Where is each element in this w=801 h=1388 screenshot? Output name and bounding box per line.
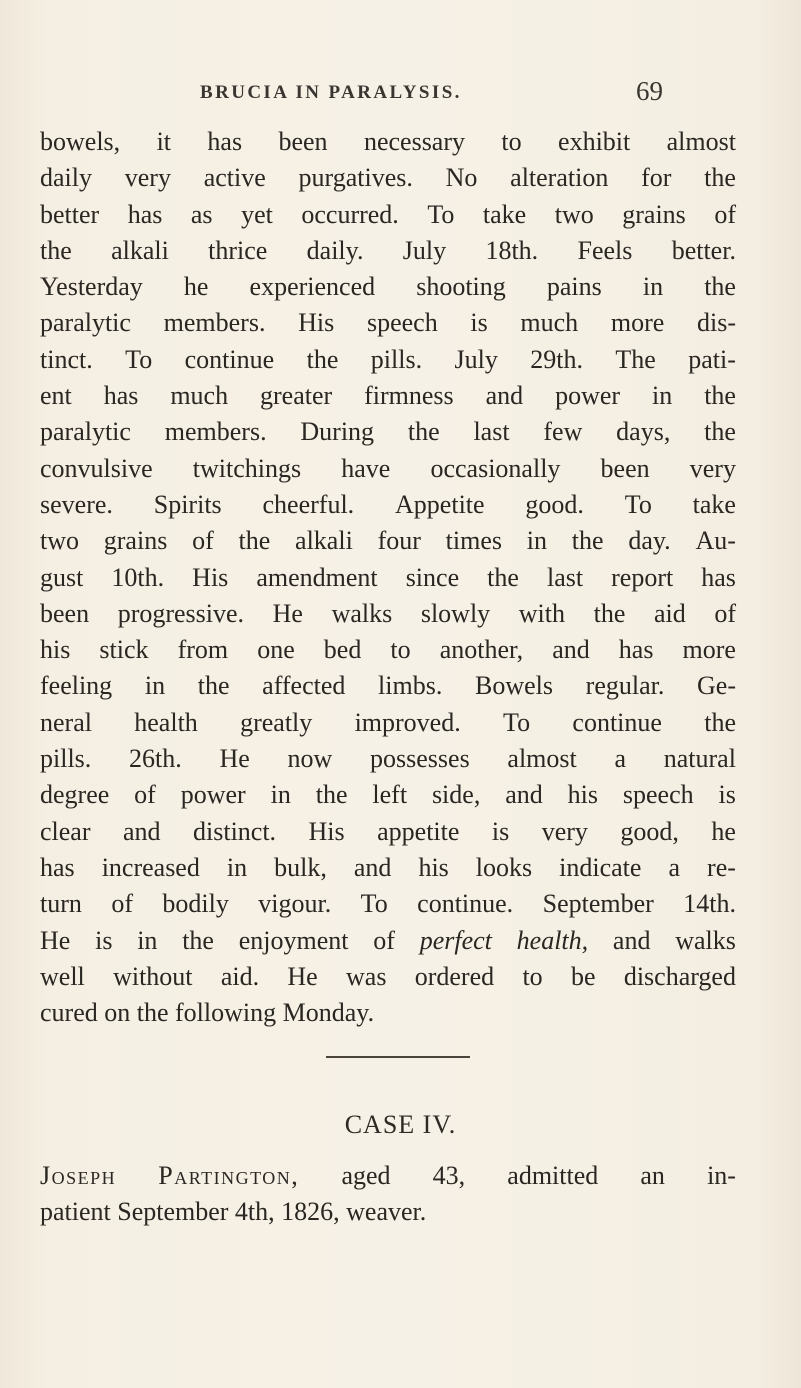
word: a	[614, 744, 627, 774]
word: pills.	[370, 344, 423, 374]
word: be	[570, 961, 596, 991]
word: experienced	[249, 272, 376, 302]
word: of	[111, 889, 133, 919]
word: last	[546, 562, 584, 592]
word: purgatives.	[298, 163, 413, 193]
word: one	[257, 635, 295, 665]
word: for	[641, 163, 672, 193]
word: and	[353, 852, 392, 882]
body-line	[40, 269, 736, 305]
word: improved.	[354, 707, 461, 737]
word: walks	[675, 925, 736, 955]
word: his	[40, 635, 71, 665]
word: been	[278, 127, 328, 156]
word: now	[287, 744, 333, 774]
word: severe.	[40, 489, 113, 519]
word: daily	[40, 163, 92, 193]
word: admitted	[507, 1161, 599, 1190]
body-line	[40, 124, 736, 160]
word: necessary	[363, 127, 466, 156]
word: paralytic	[40, 417, 131, 447]
word: bed	[323, 635, 362, 665]
section-divider-rule	[326, 1056, 470, 1058]
word: times	[445, 526, 503, 556]
body-line	[40, 378, 736, 414]
body-line	[40, 414, 736, 450]
word: of	[714, 598, 736, 628]
word: He	[272, 598, 303, 628]
word: is	[470, 308, 488, 338]
word: 10th.	[111, 562, 165, 592]
word: been	[600, 453, 650, 483]
word: neral	[40, 707, 92, 737]
word: grains	[622, 199, 686, 229]
word: degree	[40, 780, 110, 810]
word: take	[482, 199, 527, 229]
word: as	[190, 199, 213, 229]
word: side,	[431, 780, 481, 810]
word: indicate	[559, 852, 642, 882]
word: and	[505, 780, 543, 810]
word: to	[501, 127, 522, 156]
body-line: cured on the following Monday.	[40, 998, 375, 1028]
word: turn	[40, 889, 82, 919]
word: four	[377, 526, 421, 556]
word: Joseph	[40, 1161, 117, 1190]
body-paragraph	[40, 124, 736, 1031]
word: continue.	[417, 889, 514, 919]
word: The	[615, 344, 656, 374]
word: occurred.	[301, 199, 399, 229]
word: shooting	[416, 272, 506, 302]
word: and	[612, 925, 651, 955]
word: speech	[366, 308, 438, 338]
word: the	[704, 707, 736, 737]
word: To	[360, 889, 388, 919]
word: much	[520, 308, 579, 338]
word: aid.	[220, 961, 260, 991]
word: members.	[164, 417, 267, 447]
word: without	[113, 961, 193, 991]
word: from	[177, 635, 229, 665]
word: with	[518, 598, 565, 628]
case-line: patient September 4th, 1826, weaver.	[40, 1197, 427, 1227]
body-line	[40, 959, 736, 995]
body-line	[40, 233, 736, 269]
word: exhibit	[558, 127, 631, 156]
word: dis-	[696, 308, 736, 338]
word: to	[390, 635, 411, 665]
word: health,	[516, 925, 589, 955]
word: 29th.	[530, 344, 583, 374]
word: and	[485, 381, 524, 411]
word: is	[718, 780, 736, 810]
word: two	[554, 199, 594, 229]
word: better	[40, 199, 100, 229]
word: he	[183, 272, 209, 302]
word: continue	[184, 344, 275, 374]
word: cheerful.	[262, 489, 355, 519]
body-line	[40, 850, 736, 886]
case-paragraph	[40, 1158, 736, 1231]
body-line	[40, 596, 736, 632]
word: greater	[260, 381, 333, 411]
word: very	[541, 816, 588, 846]
word: distinct.	[193, 816, 277, 846]
word: walks	[331, 598, 393, 628]
word: His	[192, 562, 229, 592]
body-line	[40, 342, 736, 378]
body-line	[40, 668, 736, 704]
word: pains	[546, 272, 602, 302]
word: the	[704, 381, 736, 411]
case-heading: CASE IV.	[344, 1110, 457, 1139]
word: much	[170, 381, 229, 411]
word: has	[701, 562, 736, 592]
word: a	[668, 852, 681, 882]
word: speech	[622, 780, 694, 810]
word: active	[203, 163, 266, 193]
word: of	[192, 526, 214, 556]
word: he	[711, 816, 736, 846]
word: His	[308, 816, 345, 846]
word: alteration	[510, 163, 609, 193]
word: To	[427, 199, 455, 229]
word: clear	[40, 816, 91, 846]
word: daily.	[306, 235, 364, 265]
word: has	[127, 199, 163, 229]
word: since	[405, 562, 460, 592]
word: greatly	[240, 707, 313, 737]
word: in	[642, 272, 664, 302]
word: more	[610, 308, 665, 338]
word: health	[134, 707, 198, 737]
word: pati-	[688, 344, 736, 374]
word: slowly	[420, 598, 491, 628]
word: Appetite	[395, 489, 485, 519]
word: yet	[241, 199, 273, 229]
word: grains	[103, 526, 168, 556]
word: affected	[262, 671, 346, 701]
word: enjoyment	[238, 925, 349, 955]
word: discharged	[623, 961, 736, 991]
word: was	[346, 961, 387, 991]
word: in	[270, 780, 291, 810]
word: has	[103, 381, 139, 411]
word: Yesterday	[40, 272, 143, 302]
word: Ge-	[697, 671, 736, 701]
word: it	[156, 127, 172, 156]
word: alkali	[295, 526, 353, 556]
word: power	[555, 381, 621, 411]
body-line	[40, 523, 736, 559]
word: of	[373, 925, 395, 955]
word: two	[40, 526, 79, 556]
word: progressive.	[117, 598, 245, 628]
word: the	[487, 562, 519, 592]
word: bowels,	[40, 127, 121, 156]
word: To	[624, 489, 652, 519]
word: the	[593, 598, 626, 628]
word: left	[372, 780, 408, 810]
word: days,	[616, 417, 671, 447]
word: good,	[620, 816, 679, 846]
word: Spirits	[153, 489, 222, 519]
word: twitchings	[192, 453, 302, 483]
word: been	[40, 598, 90, 628]
body-line	[40, 886, 736, 922]
word: very	[689, 453, 736, 483]
word: Au-	[695, 526, 736, 556]
word: report	[611, 562, 674, 592]
word: 18th.	[485, 235, 539, 265]
body-line	[40, 705, 736, 741]
word: of	[134, 780, 156, 810]
word: take	[692, 489, 736, 519]
word: and	[122, 816, 161, 846]
word: perfect	[419, 925, 492, 955]
word: more	[682, 635, 736, 665]
word: in	[526, 526, 548, 556]
word: gust	[40, 562, 84, 592]
word: looks	[475, 852, 533, 882]
word: No	[445, 163, 478, 193]
word: paralytic	[40, 308, 131, 338]
word: better.	[671, 235, 736, 265]
word: last	[473, 417, 510, 447]
body-line	[40, 923, 736, 959]
word: increased	[101, 852, 200, 882]
word: aged	[341, 1161, 391, 1190]
word: 14th.	[683, 889, 736, 919]
word: power	[180, 780, 246, 810]
word: occasionally	[430, 453, 561, 483]
word: in	[144, 671, 166, 701]
running-head: BRUCIA IN PARALYSIS.	[200, 82, 462, 103]
word: firmness	[364, 381, 454, 411]
word: He	[219, 744, 250, 774]
word: in	[652, 381, 673, 411]
word: tinct.	[40, 344, 93, 374]
body-line	[40, 814, 736, 850]
word: Partington,	[158, 1161, 300, 1190]
case-line	[40, 1158, 736, 1194]
word: almost	[507, 744, 577, 774]
word: very	[124, 163, 171, 193]
word: During	[300, 417, 375, 447]
word: 26th.	[129, 744, 182, 774]
word: July	[454, 344, 498, 374]
body-line	[40, 632, 736, 668]
word: re-	[707, 852, 736, 882]
word: alkali	[111, 235, 169, 265]
word: have	[341, 453, 391, 483]
word: is	[491, 816, 510, 846]
word: of	[714, 199, 736, 229]
body-line	[40, 197, 736, 233]
word: another,	[439, 635, 524, 665]
word: has	[207, 127, 243, 156]
body-line	[40, 741, 736, 777]
word: the	[306, 344, 339, 374]
word: the	[704, 272, 736, 302]
word: the	[40, 235, 72, 265]
word: stick	[99, 635, 149, 665]
word: continue	[572, 707, 662, 737]
word: He	[287, 961, 318, 991]
word: September	[542, 889, 654, 919]
word: almost	[666, 127, 736, 156]
word: is	[95, 925, 113, 955]
word: July	[402, 235, 447, 265]
word: thrice	[208, 235, 268, 265]
word: the	[315, 780, 348, 810]
body-line	[40, 305, 736, 341]
word: and	[552, 635, 590, 665]
body-line	[40, 160, 736, 196]
word: in-	[707, 1161, 736, 1190]
body-line	[40, 777, 736, 813]
word: the	[407, 417, 440, 447]
word: to	[522, 961, 543, 991]
word: the	[238, 526, 271, 556]
word: pills.	[40, 744, 92, 774]
word: limbs.	[378, 671, 443, 701]
word: He	[40, 925, 71, 955]
page-number: 69	[636, 76, 663, 106]
word: bulk,	[274, 852, 327, 882]
word: feeling	[40, 671, 113, 701]
word: amendment	[256, 562, 378, 592]
word: well	[40, 961, 85, 991]
word: his	[567, 780, 598, 810]
word: in	[226, 852, 248, 882]
body-line	[40, 560, 736, 596]
word: his	[418, 852, 449, 882]
word: in	[137, 925, 158, 955]
word: few	[543, 417, 583, 447]
word: natural	[663, 744, 736, 774]
word: the	[704, 417, 736, 447]
word: the	[197, 671, 230, 701]
word: His	[298, 308, 335, 338]
word: appetite	[377, 816, 460, 846]
word: possesses	[370, 744, 470, 774]
word: has	[618, 635, 654, 665]
word: bodily	[162, 889, 229, 919]
word: convulsive	[40, 453, 153, 483]
word: aid	[653, 598, 686, 628]
body-line	[40, 487, 736, 523]
word: good.	[525, 489, 584, 519]
word: the	[571, 526, 604, 556]
word: To	[125, 344, 153, 374]
word: 43,	[432, 1161, 466, 1190]
word: vigour.	[258, 889, 332, 919]
word: ordered	[414, 961, 495, 991]
word: has	[40, 852, 75, 882]
word: the	[704, 163, 736, 193]
word: an	[640, 1161, 665, 1190]
word: Bowels	[475, 671, 553, 701]
word: regular.	[585, 671, 665, 701]
word: Feels	[577, 235, 633, 265]
word: ent	[40, 381, 72, 411]
word: the	[182, 925, 214, 955]
word: To	[503, 707, 531, 737]
body-line	[40, 451, 736, 487]
word: members.	[163, 308, 266, 338]
word: day.	[628, 526, 671, 556]
